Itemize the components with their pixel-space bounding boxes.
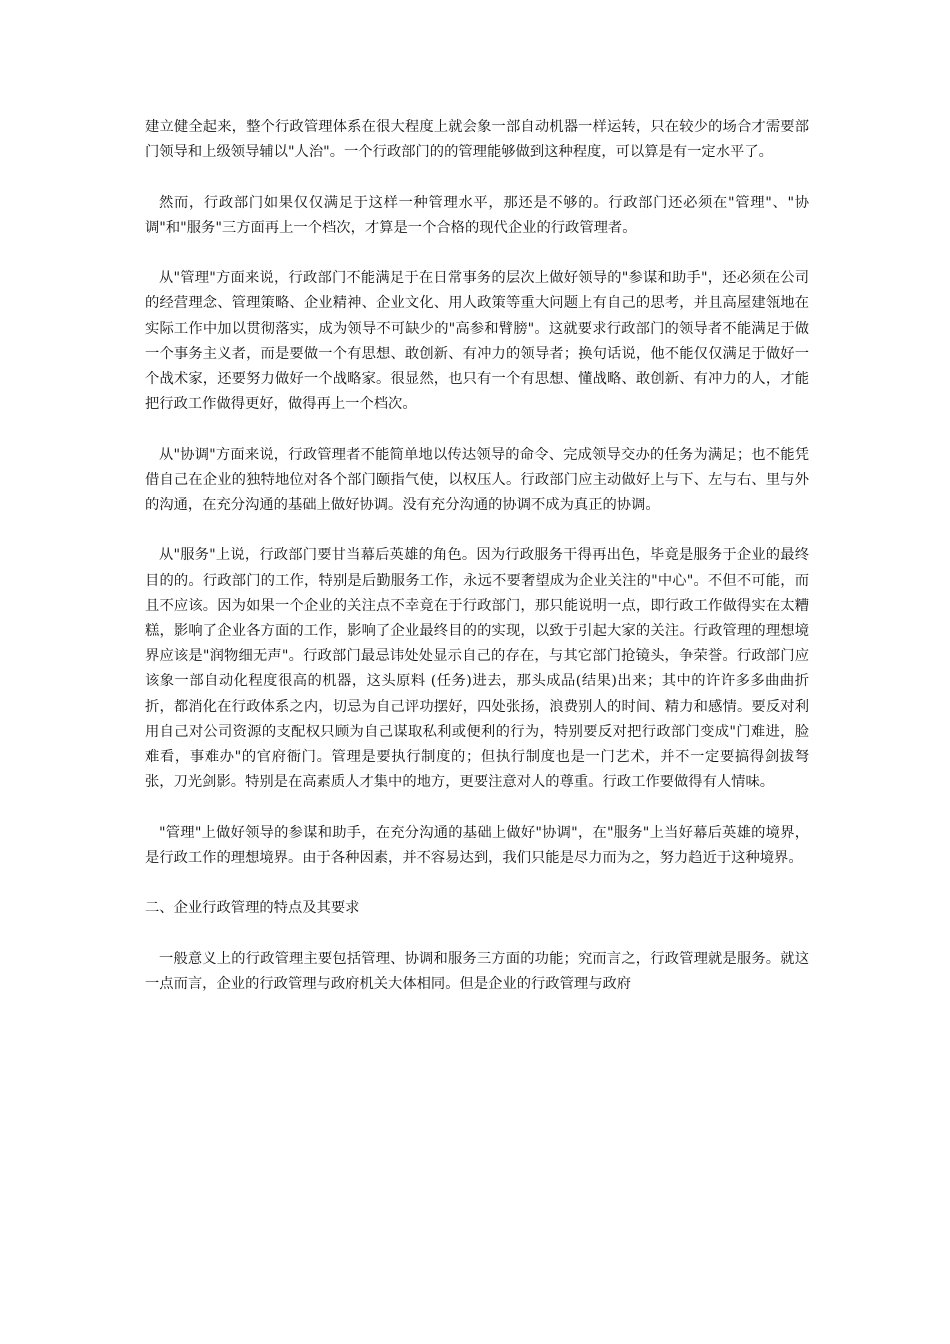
section-heading: 二、企业行政管理的特点及其要求	[145, 900, 360, 917]
paragraph-5: 从"服务"上说，行政部门要甘当幕后英雄的角色。因为行政服务干得再出色，毕竟是服务于企业的最终目的的。行政部门的工作，特别是后勤服务工作，永远不要奢望成为企业关注的"中心"。不但不可能，而且不应该。因为如果一个企业的关注点不幸竟在于行政部门，那只能说明一点，即行政工作做得实在太糟糕，影响了企业各方面的工作，影响了企业最终目的的实现，以致于引起大家的关注。行政管理的理想境界应该是"润物细无声"。行政部门最忌讳处处显示自己的存在，与其它部门抢镜头，争荣誉。行政部门应该象一部自动化程度很高的机器，这头原料 (任务)进去，那头成品(结果)出来；其中的许许多多曲曲折折，都消化在行政体系之内，切忌为自己评功摆好，四处张扬，浪费别人的时间、精力和感情。要反对利用自己对公司资源的支配权只顾为自己谋取私利或便利的行为，特别要反对把行政部门变成"门难进，脸难看，事难办"的官府衙门。管理是要执行制度的；但执行制度也是一门艺术，并不一定要搞得剑拔弩张，刀光剑影。特别是在高素质人才集中的地方，更要注意对人的尊重。行政工作要做得有人情味。	[145, 547, 809, 791]
paragraph-3: 从"管理"方面来说，行政部门不能满足于在日常事务的层次上做好领导的"参谋和助手"，还必须在公司的经营理念、管理策略、企业精神、企业文化、用人政策等重大问题上有自己的思考，并且高屋建瓴地在实际工作中加以贯彻落实，成为领导不可缺少的"高参和臂膀"。这就要求行政部门的领导者不能满足于做一个事务主义者，而是要做一个有思想、敢创新、有冲力的领导者；换句话说，他不能仅仅满足于做好一个战术家，还要努力做好一个战略家。很显然，也只有一个有思想、懂战略、敢创新、有冲力的人，才能把行政工作做得更好，做得再上一个档次。	[145, 270, 809, 413]
paragraph-1: 建立健全起来，整个行政管理体系在很大程度上就会象一部自动机器一样运转，只在较少的场合才需要部门领导和上级领导辅以"人治"。一个行政部门的的管理能够做到这种程度，可以算是有一定水平了。	[145, 119, 809, 161]
paragraph-2: 然而，行政部门如果仅仅满足于这样一种管理水平，那还是不够的。行政部门还必须在"管理"、"协调"和"服务"三方面再上一个档次，才算是一个合格的现代企业的行政管理者。	[145, 194, 809, 236]
paragraph-4: 从"协调"方面来说，行政管理者不能简单地以传达领导的命令、完成领导交办的任务为满足；也不能凭借自己在企业的独特地位对各个部门颐指气使，以权压人。行政部门应主动做好上与下、左与右、里与外的沟通，在充分沟通的基础上做好协调。没有充分沟通的协调不成为真正的协调。	[145, 446, 809, 513]
paragraph-final: 一般意义上的行政管理主要包括管理、协调和服务三方面的功能；究而言之，行政管理就是服务。就这一点而言，企业的行政管理与政府机关大体相同。但是企业的行政管理与政府	[145, 950, 809, 992]
document-body	[145, 115, 809, 1022]
paragraph-6: "管理"上做好领导的参谋和助手，在充分沟通的基础上做好"协调"，在"服务"上当好幕后英雄的境界，是行政工作的理想境界。由于各种因素，并不容易达到，我们只能是尽力而为之，努力趋近于这种境界。	[145, 824, 809, 866]
